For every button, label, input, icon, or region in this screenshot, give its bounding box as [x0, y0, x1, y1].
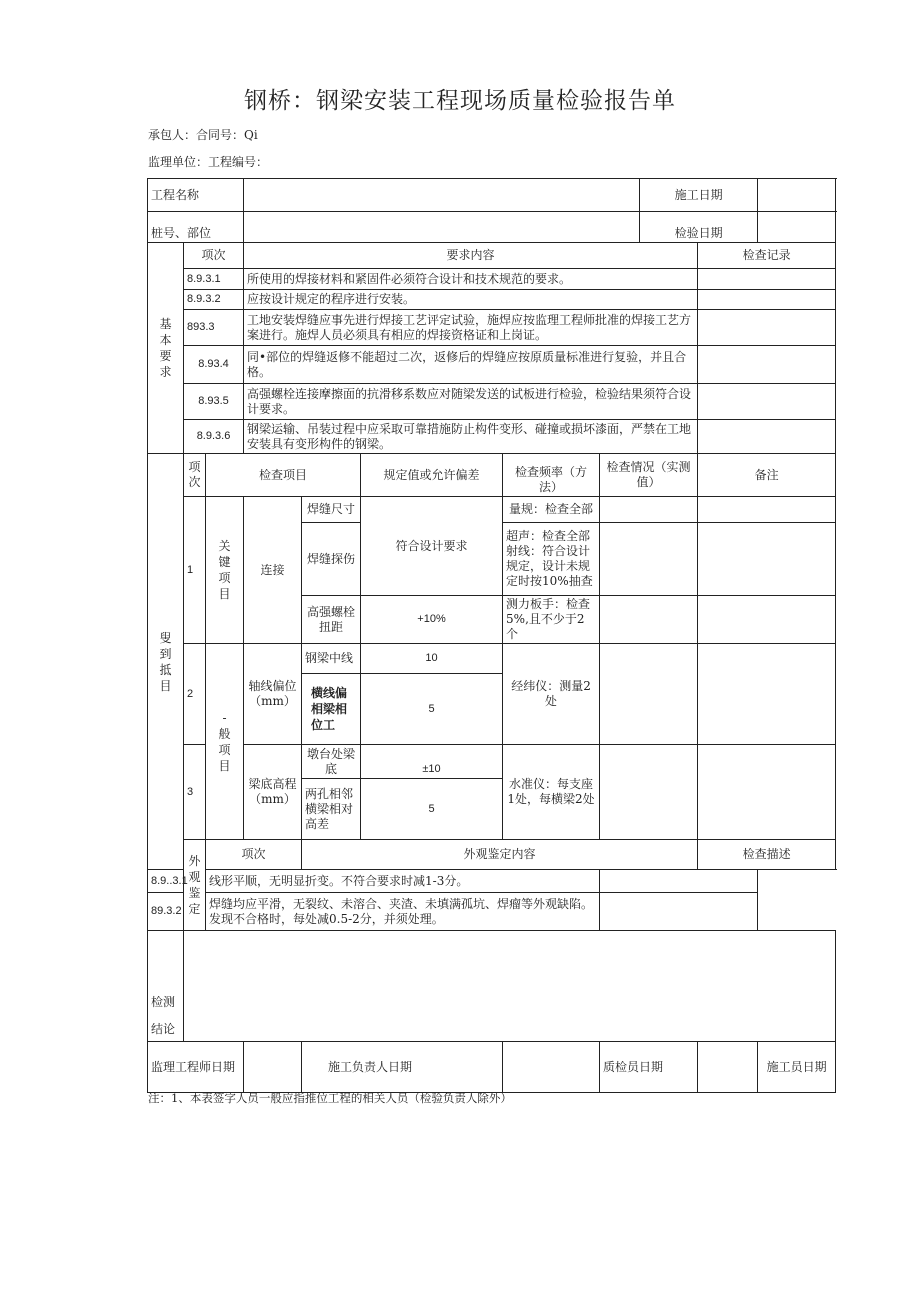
result-cell[interactable]: [600, 745, 698, 840]
basic-row-text: 同•部位的焊缝返修不能超过二次，返修后的焊缝应按原质量标准进行复验，并且合格。: [244, 346, 698, 384]
appearance-section-label: 外观鉴定: [184, 840, 206, 931]
tolerance-adjacent: 5: [361, 779, 503, 840]
frequency-gauge: 量规：检查全部: [503, 497, 600, 523]
adjacent-crossbeam-label: 两孔相邻横梁相对高差: [302, 779, 361, 840]
remark-cell[interactable]: [698, 497, 836, 523]
weld-size-label: 焊缝尺寸: [302, 497, 361, 523]
project-name-value[interactable]: [244, 179, 640, 212]
conclusion-label: 检测 结论: [148, 931, 184, 1042]
measured-col-frequency: 检查频率（方法）: [503, 454, 600, 497]
conclusion-value[interactable]: [184, 931, 836, 1042]
inspection-date-label: 检验日期: [640, 212, 758, 243]
measured-col-remark: 备注: [698, 454, 836, 497]
basic-row-record[interactable]: [698, 269, 836, 290]
basic-row-record[interactable]: [698, 420, 836, 454]
basic-row-text: 工地安装焊缝应事先进行焊接工艺评定试验，施焊应按监理工程师批准的焊接工艺方案进行。施焊人员必须具有相应的焊接资格证和上岗证。: [244, 310, 698, 346]
construction-date-value[interactable]: [758, 179, 836, 212]
construction-lead-signature-value[interactable]: [503, 1042, 600, 1093]
appearance-col-desc: 检查描述: [698, 840, 836, 870]
basic-row-no: 8.93.4: [184, 346, 244, 384]
result-cell[interactable]: [600, 596, 698, 644]
appearance-col-item: 项次: [206, 840, 302, 870]
basic-row-record[interactable]: [698, 290, 836, 310]
appearance-row-no: 89.3.2: [148, 893, 206, 931]
result-cell[interactable]: [600, 644, 698, 745]
station-label: 桩号、部位: [148, 212, 244, 243]
general-item-label: -般项目: [206, 644, 244, 840]
project-name-label: 工程名称: [148, 179, 244, 212]
basic-section-label: 基本要求: [148, 243, 184, 454]
footnote: 注：1、本表签字人员一般应指推位工程的相关人员（检验负责人除外）: [148, 1091, 512, 1105]
frequency-ultrasonic: 超声：检查全部射线：符合设计规定，设计未规定时按10%抽查: [503, 523, 600, 596]
appearance-row-desc[interactable]: [600, 893, 758, 931]
tolerance-pier: ±10: [361, 745, 503, 779]
measured-col-tolerance: 规定值或允许偏差: [361, 454, 503, 497]
beam-centerline-label: 钢梁中线: [302, 644, 361, 674]
measured-row-no: 1: [184, 497, 206, 644]
measured-col-result: 检查情况（实测值）: [600, 454, 698, 497]
key-item-label: 关键项目: [206, 497, 244, 644]
basic-row-text: 钢梁运输、吊装过程中应采取可靠措施防止构件变形、碰撞或损坏漆面，严禁在工地安装具有变形构件的钢梁。: [244, 420, 698, 454]
basic-row-text: 应按设计规定的程序进行安装。: [244, 290, 698, 310]
axis-offset-label: 轴线偏位（mm）: [244, 644, 302, 745]
tolerance-design: 符合设计要求: [361, 497, 503, 596]
beam-bottom-elevation-label: 梁底高程（mm）: [244, 745, 302, 840]
construction-lead-signature-label: 施工负责人日期: [302, 1042, 503, 1093]
connection-label: 连接: [244, 497, 302, 644]
appearance-row-no: 8.9..3.1: [148, 870, 206, 893]
frequency-level: 水准仪：每支座1处，每横梁2处: [503, 745, 600, 840]
measured-col-item: 项次: [184, 454, 206, 497]
supervisor-signature-label: 监理工程师日期: [148, 1042, 244, 1093]
measured-section-label: 叟到抵目: [148, 454, 184, 870]
tolerance-centerline: 10: [361, 644, 503, 674]
basic-row-no: 893.3: [184, 310, 244, 346]
weld-flaw-detection-label: 焊缝探伤: [302, 523, 361, 596]
construction-date-label: 施工日期: [640, 179, 758, 212]
crossbeam-offset-label: 横线偏相梁相位工: [302, 674, 361, 745]
appearance-col-content: 外观鉴定内容: [302, 840, 698, 870]
result-cell[interactable]: [600, 523, 698, 596]
basic-row-record[interactable]: [698, 384, 836, 420]
quality-inspector-signature-label: 质检员日期: [600, 1042, 698, 1093]
inspection-table: [147, 178, 836, 1093]
remark-cell[interactable]: [698, 596, 836, 644]
basic-col-content: 要求内容: [244, 243, 698, 269]
tolerance-crossbeam: 5: [361, 674, 503, 745]
supervisor-line: 监理单位：工程编号：: [148, 155, 269, 169]
measured-row-no: 3: [184, 745, 206, 840]
basic-row-record[interactable]: [698, 310, 836, 346]
basic-row-no: 8.9.3.2: [184, 290, 244, 310]
measured-col-check-item: 检查项目: [206, 454, 361, 497]
remark-cell[interactable]: [698, 523, 836, 596]
measured-row-no: 2: [184, 644, 206, 745]
inspection-date-value[interactable]: [758, 212, 836, 243]
basic-row-no: 8.93.5: [184, 384, 244, 420]
basic-col-record: 检查记录: [698, 243, 836, 269]
remark-cell[interactable]: [698, 745, 836, 840]
station-value[interactable]: [244, 212, 640, 243]
remark-cell[interactable]: [698, 644, 836, 745]
appearance-row-text: 焊缝均应平滑，无裂纹、未溶合、夹渣、未填满孤坑、焊瘤等外观缺陷。发现不合格时，每处减0.5-2分，并须处理。: [206, 893, 600, 931]
basic-row-no: 8.9.3.1: [184, 269, 244, 290]
frequency-theodolite: 经纬仪：测量2处: [503, 644, 600, 745]
result-cell[interactable]: [600, 497, 698, 523]
pier-beam-bottom-label: 墩台处梁底: [302, 745, 361, 779]
basic-row-text: 所使用的焊接材料和紧固件必须符合设计和技术规范的要求。: [244, 269, 698, 290]
quality-inspector-signature-value[interactable]: [698, 1042, 758, 1093]
page-title: 钢桥：钢梁安装工程现场质量检验报告单: [244, 88, 676, 114]
frequency-torque: 测力板手：检查5%,且不少于2个: [503, 596, 600, 644]
tolerance-torque: +10%: [361, 596, 503, 644]
contractor-line: 承包人：合同号：Qi: [148, 128, 258, 142]
appearance-row-desc[interactable]: [600, 870, 758, 893]
appearance-row-text: 线形平顺，无明显折变。不符合要求时减1-3分。: [206, 870, 600, 893]
basic-row-record[interactable]: [698, 346, 836, 384]
bolt-torque-label: 高强螺栓扭距: [302, 596, 361, 644]
basic-row-text: 高强螺栓连接摩擦面的抗滑移系数应对随梁发送的试板进行检验，检验结果须符合设计要求。: [244, 384, 698, 420]
basic-col-item: 项次: [184, 243, 244, 269]
basic-row-no: 8.9.3.6: [184, 420, 244, 454]
constructor-signature-label: 施工员日期: [758, 1042, 836, 1093]
supervisor-signature-value[interactable]: [244, 1042, 302, 1093]
